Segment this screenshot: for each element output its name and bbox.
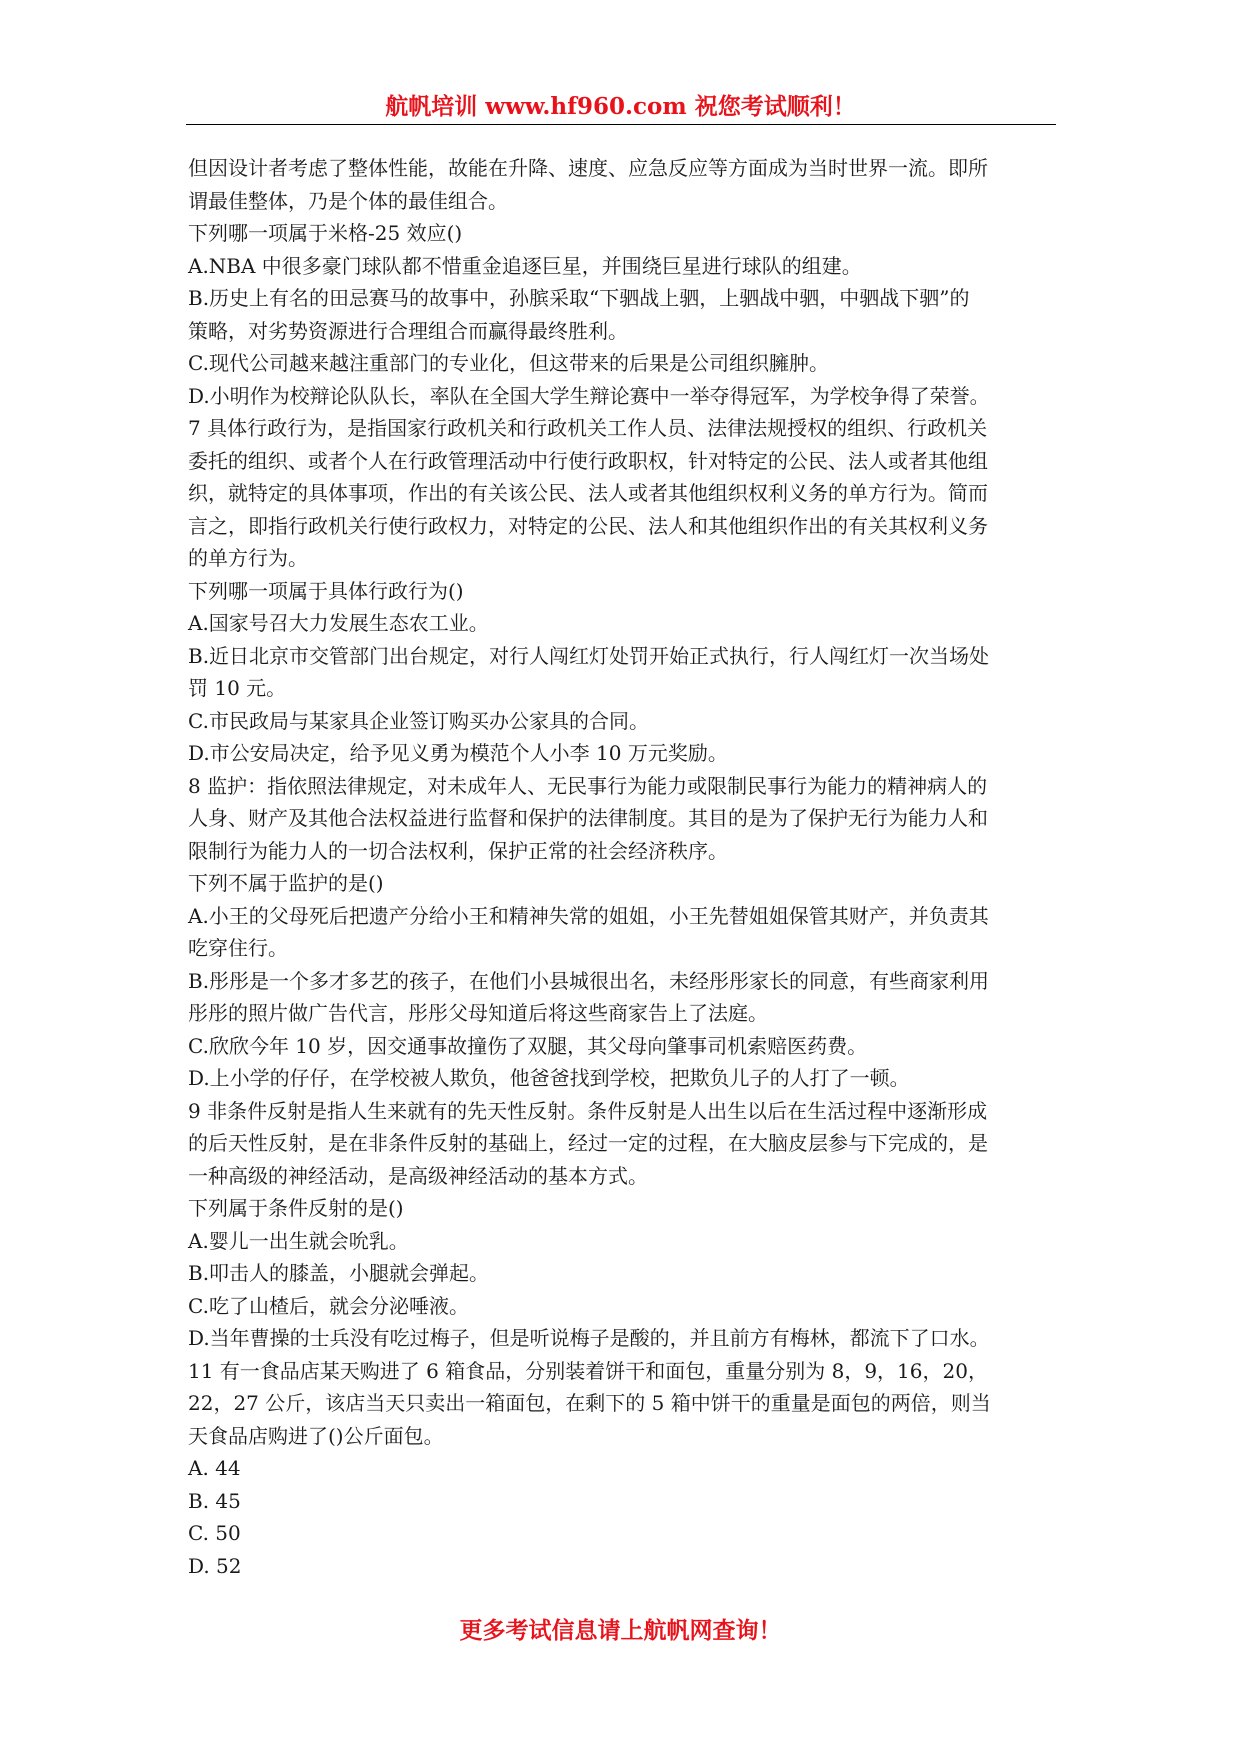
- text-line: B.叩击人的膝盖，小腿就会弹起。: [188, 1261, 490, 1285]
- text-line: D.上小学的仔仔，在学校被人欺负，他爸爸找到学校，把欺负儿子的人打了一顿。: [188, 1066, 910, 1090]
- text-line: C.现代公司越来越注重部门的专业化，但这带来的后果是公司组织臃肿。: [188, 351, 829, 375]
- text-line: 9 非条件反射是指人生来就有的先天性反射。条件反射是人出生以后在生活过程中逐渐形成: [188, 1098, 988, 1123]
- header-divider: [186, 124, 1056, 125]
- text-line: 言之，即指行政机关行使行政权力，对特定的公民、法人和其他组织作出的有关其权利义务: [188, 513, 988, 538]
- document-body: [188, 152, 1056, 1582]
- text-line: A.NBA 中很多豪门球队都不惜重金追逐巨星，并围绕巨星进行球队的组建。: [188, 253, 862, 278]
- text-line: A.婴儿一出生就会吮乳。: [188, 1228, 409, 1253]
- text-line: 罚 10 元。: [188, 676, 287, 700]
- text-line: A. 44: [188, 1456, 241, 1480]
- text-line: 吃穿住行。: [188, 936, 288, 960]
- text-line: C. 50: [188, 1521, 241, 1545]
- text-line: 的单方行为。: [188, 546, 308, 570]
- text-line: C.欣欣今年 10 岁，因交通事故撞伤了双腿，其父母向肇事司机索赔医药费。: [188, 1033, 868, 1058]
- text-line: 委托的组织、或者个人在行政管理活动中行使行政职权，针对特定的公民、法人或者其他组: [188, 448, 988, 473]
- text-line: B.近日北京市交管部门出台规定，对行人闯红灯处罚开始正式执行，行人闯红灯一次当场处: [188, 643, 990, 668]
- text-line: 7 具体行政行为，是指国家行政机关和行政机关工作人员、法律法规授权的组织、行政机关: [188, 416, 988, 440]
- text-line: 11 有一食品店某天购进了 6 箱食品，分别装着饼干和面包，重量分别为 8，9，16，20，: [188, 1358, 988, 1383]
- text-line: A.国家号召大力发展生态农工业。: [188, 611, 489, 635]
- page-header: 航帆培训 www.hf960.com 祝您考试顺利！: [385, 93, 856, 120]
- text-line: 8 监护：指依照法律规定，对未成年人、无民事行为能力或限制民事行为能力的精神病人的: [188, 773, 988, 798]
- text-line: 天食品店购进了()公斤面包。: [188, 1423, 444, 1448]
- text-line: B.彤彤是一个多才多艺的孩子，在他们小县城很出名，未经彤彤家长的同意，有些商家利用: [188, 968, 990, 993]
- text-line: 人身、财产及其他合法权益进行监督和保护的法律制度。其目的是为了保护无行为能力人和: [188, 806, 988, 830]
- text-line: 22，27 公斤，该店当天只卖出一箱面包，在剩下的 5 箱中饼干的重量是面包的两倍，则当: [188, 1391, 991, 1415]
- text-line: B. 45: [188, 1488, 241, 1513]
- text-line: 彤彤的照片做广告代言，彤彤父母知道后将这些商家告上了法庭。: [188, 1001, 768, 1025]
- text-line: 下列不属于监护的是(): [188, 871, 384, 895]
- text-line: 但因设计者考虑了整体性能，故能在升降、速度、应急反应等方面成为当时世界一流。即所: [188, 156, 988, 180]
- text-line: C.市民政局与某家具企业签订购买办公家具的合同。: [188, 708, 649, 733]
- text-line: 织，就特定的具体事项，作出的有关该公民、法人或者其他组织权利义务的单方行为。简而: [188, 481, 988, 505]
- text-line: 下列属于条件反射的是(): [188, 1196, 404, 1220]
- text-line: D.当年曹操的士兵没有吃过梅子，但是听说梅子是酸的，并且前方有梅林，都流下了口水。: [188, 1326, 990, 1350]
- text-line: C.吃了山楂后，就会分泌唾液。: [188, 1293, 469, 1318]
- text-line: 谓最佳整体，乃是个体的最佳组合。: [188, 188, 508, 213]
- text-line: 的后天性反射，是在非条件反射的基础上，经过一定的过程，在大脑皮层参与下完成的，是: [188, 1131, 988, 1155]
- text-line: 下列哪一项属于具体行政行为(): [188, 578, 464, 603]
- page-footer: 更多考试信息请上航帆网查询！: [459, 1617, 782, 1644]
- text-line: 限制行为能力人的一切合法权利，保护正常的社会经济秩序。: [188, 838, 728, 863]
- text-line: A.小王的父母死后把遗产分给小王和精神失常的姐姐，小王先替姐姐保管其财产，并负责其: [188, 903, 989, 928]
- text-line: D. 52: [188, 1553, 242, 1578]
- text-line: 一种高级的神经活动，是高级神经活动的基本方式。: [188, 1163, 648, 1188]
- text-line: D.小明作为校辩论队队长，率队在全国大学生辩论赛中一举夺得冠军，为学校争得了荣誉。: [188, 383, 990, 408]
- text-line: 下列哪一项属于米格-25 效应(): [188, 221, 463, 245]
- text-line: D.市公安局决定，给予见义勇为模范个人小李 10 万元奖励。: [188, 741, 728, 765]
- text-line: 策略，对劣势资源进行合理组合而赢得最终胜利。: [188, 318, 628, 343]
- text-line: B.历史上有名的田忌赛马的故事中，孙膑采取“下驷战上驷，上驷战中驷，中驷战下驷”的: [188, 286, 970, 310]
